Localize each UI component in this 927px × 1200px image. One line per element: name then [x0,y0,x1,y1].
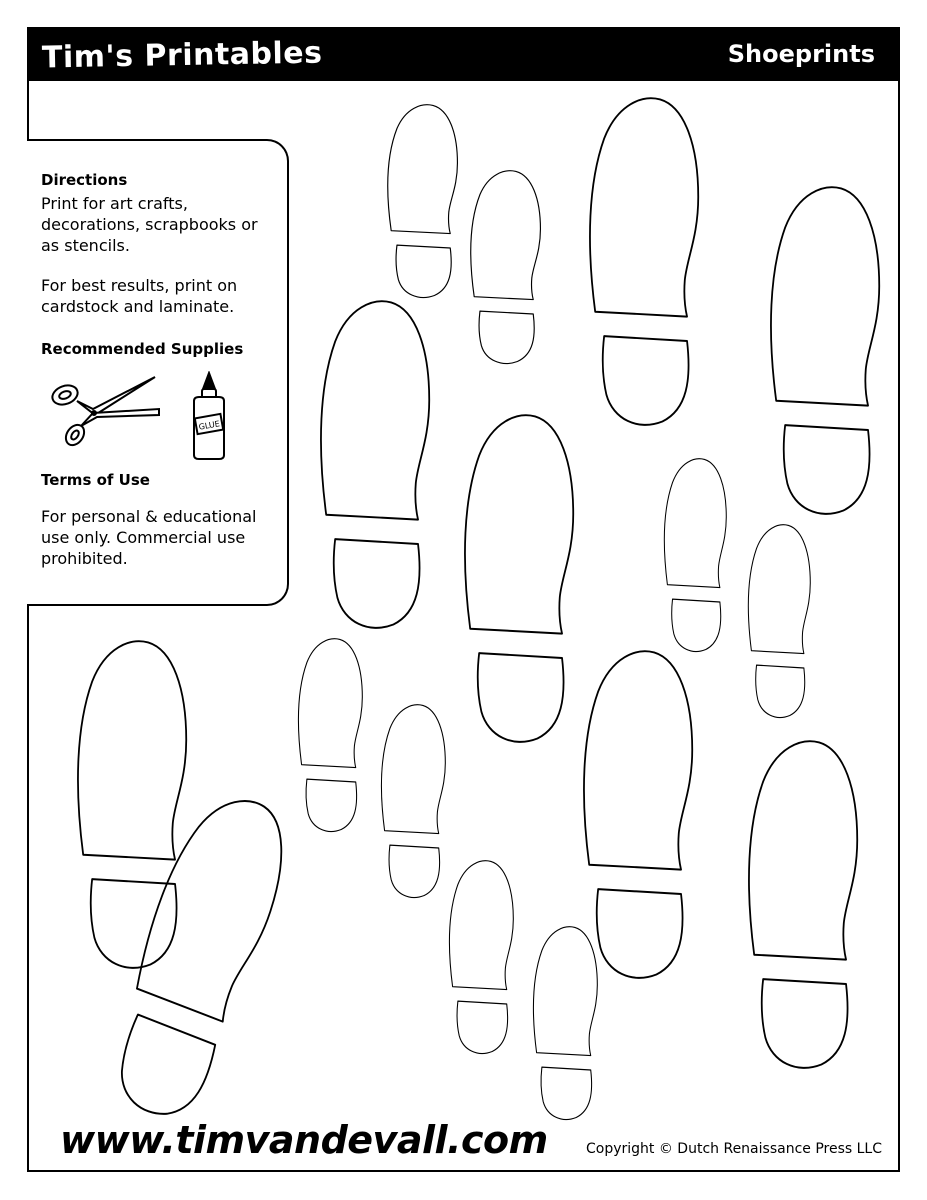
directions-heading: Directions [41,171,128,189]
shoeprint-outline-icon [388,105,458,298]
shoeprint-outline-icon [471,171,541,364]
shoeprint-outline-icon [450,861,514,1054]
shoeprint-outline-icon [382,705,446,898]
website-link[interactable]: www.timvandevall.com [60,1118,548,1162]
shoeprint-outline-icon [78,641,186,968]
shoeprint-outline-icon [664,459,726,652]
shoeprint-outline-icon [748,525,810,718]
directions-tip: For best results, print on cardstock and laminate. [41,276,238,316]
page-title: Shoeprints [727,40,875,68]
shoeprint-outline-icon [321,301,429,628]
shoeprint-outline-icon [465,415,573,742]
shoeprint-outline-icon [534,927,598,1120]
brand-logo: Tim's Printables [41,35,323,76]
copyright-notice: Copyright © Dutch Renaissance Press LLC [586,1141,882,1157]
directions-text: Print for art crafts, decorations, scrapbooks or as stencils. [41,194,258,255]
shoeprint-outline-icon [584,651,692,978]
shoeprint-outline-icon [749,741,857,1068]
terms-heading: Terms of Use [41,471,150,489]
glue-label: GLUE [198,419,221,432]
shoeprint-outline-icon [590,98,698,425]
supplies-heading: Recommended Supplies [41,340,244,358]
shoeprint-outline-icon [771,187,879,514]
shoeprint-outline-icon [299,639,363,832]
shoeprint-outline-icon [97,784,301,1128]
terms-text: For personal & educational use only. Commercial use prohibited. [41,507,257,568]
